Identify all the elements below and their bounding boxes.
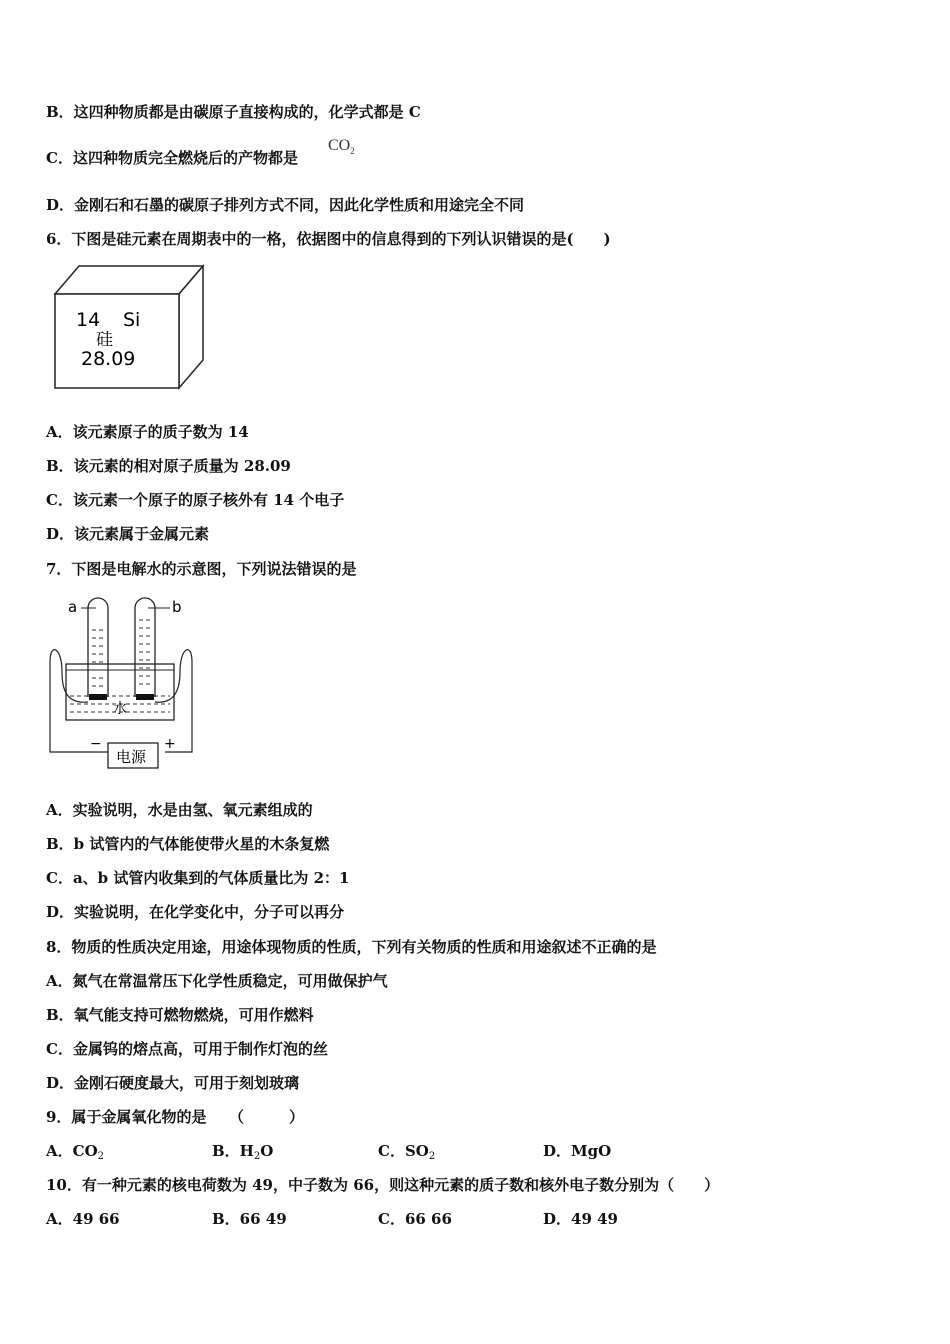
q7-option-c: C．a、b 试管内收集到的气体质量比为 2：1 (46, 869, 350, 887)
silicon-periodic-cell-figure (50, 262, 210, 392)
q9-option-d: D．MgO (543, 1142, 612, 1160)
q8-option-a: A．氮气在常温常压下化学性质稳定，可用做保护气 (46, 972, 388, 990)
q8-option-d: D．金刚石硬度最大，可用于刻划玻璃 (46, 1074, 300, 1092)
q5-option-c: C．这四种物质完全燃烧后的产物都是 (46, 149, 298, 167)
q6-option-c: C．该元素一个原子的原子核外有 14 个电子 (46, 491, 345, 509)
water-label: 水 (113, 701, 127, 717)
co2-formula: $CO_2$ (328, 137, 355, 157)
q9-option-c: C．$SO_2$ (378, 1142, 436, 1162)
q10-option-d: D．49 49 (543, 1210, 618, 1228)
minus-sign: − (90, 736, 102, 752)
power-label: 电源 (116, 748, 147, 766)
electrolysis-diagram (48, 592, 208, 778)
label-a: a (68, 598, 78, 616)
q8-stem: 8．物质的性质决定用途，用途体现物质的性质，下列有关物质的性质和用途叙述不正确的是 (46, 938, 657, 956)
q6-stem: 6．下图是硅元素在周期表中的一格，依据图中的信息得到的下列认识错误的是( ) (46, 230, 611, 248)
q9-option-a: A．$CO_2$ (46, 1142, 105, 1162)
q9-stem: 9．属于金属氧化物的是 （ ） (46, 1108, 304, 1126)
q6-option-a: A．该元素原子的质子数为 14 (46, 423, 249, 441)
q10-option-b: B．66 49 (212, 1210, 287, 1228)
element-symbol: Si (123, 309, 141, 331)
atomic-mass: 28.09 (81, 348, 136, 370)
q10-option-c: C．66 66 (378, 1210, 452, 1228)
q7-stem: 7．下图是电解水的示意图，下列说法错误的是 (46, 560, 357, 578)
q10-stem: 10．有一种元素的核电荷数为 49，中子数为 66，则这种元素的质子数和核外电子数分别为（ ） (46, 1176, 720, 1194)
q7-option-d: D．实验说明，在化学变化中，分子可以再分 (46, 903, 345, 921)
q8-option-c: C．金属钨的熔点高，可用于制作灯泡的丝 (46, 1040, 328, 1058)
q6-option-b: B．该元素的相对原子质量为 28.09 (46, 457, 291, 475)
test-tube-b (135, 598, 155, 697)
q5-option-b: B．这四种物质都是由碳原子直接构成的，化学式都是 C (46, 103, 421, 121)
q10-option-a: A．49 66 (46, 1210, 120, 1228)
q7-option-a: A．实验说明，水是由氢、氧元素组成的 (46, 801, 313, 819)
label-b: b (172, 598, 182, 616)
q5-option-d: D．金刚石和石墨的碳原子排列方式不同，因此化学性质和用途完全不同 (46, 196, 525, 214)
q6-option-d: D．该元素属于金属元素 (46, 525, 210, 543)
electrode-b (136, 694, 154, 700)
test-tube-a (88, 598, 108, 697)
q9-option-b: B．$H_2O$ (212, 1142, 274, 1162)
q7-option-b: B．b 试管内的气体能使带火星的木条复燃 (46, 835, 330, 853)
electrode-a (89, 694, 107, 700)
q8-option-b: B．氧气能支持可燃物燃烧，可用作燃料 (46, 1006, 314, 1024)
element-name: 硅 (96, 330, 113, 350)
atomic-number: 14 (76, 309, 101, 331)
plus-sign: + (164, 736, 176, 752)
